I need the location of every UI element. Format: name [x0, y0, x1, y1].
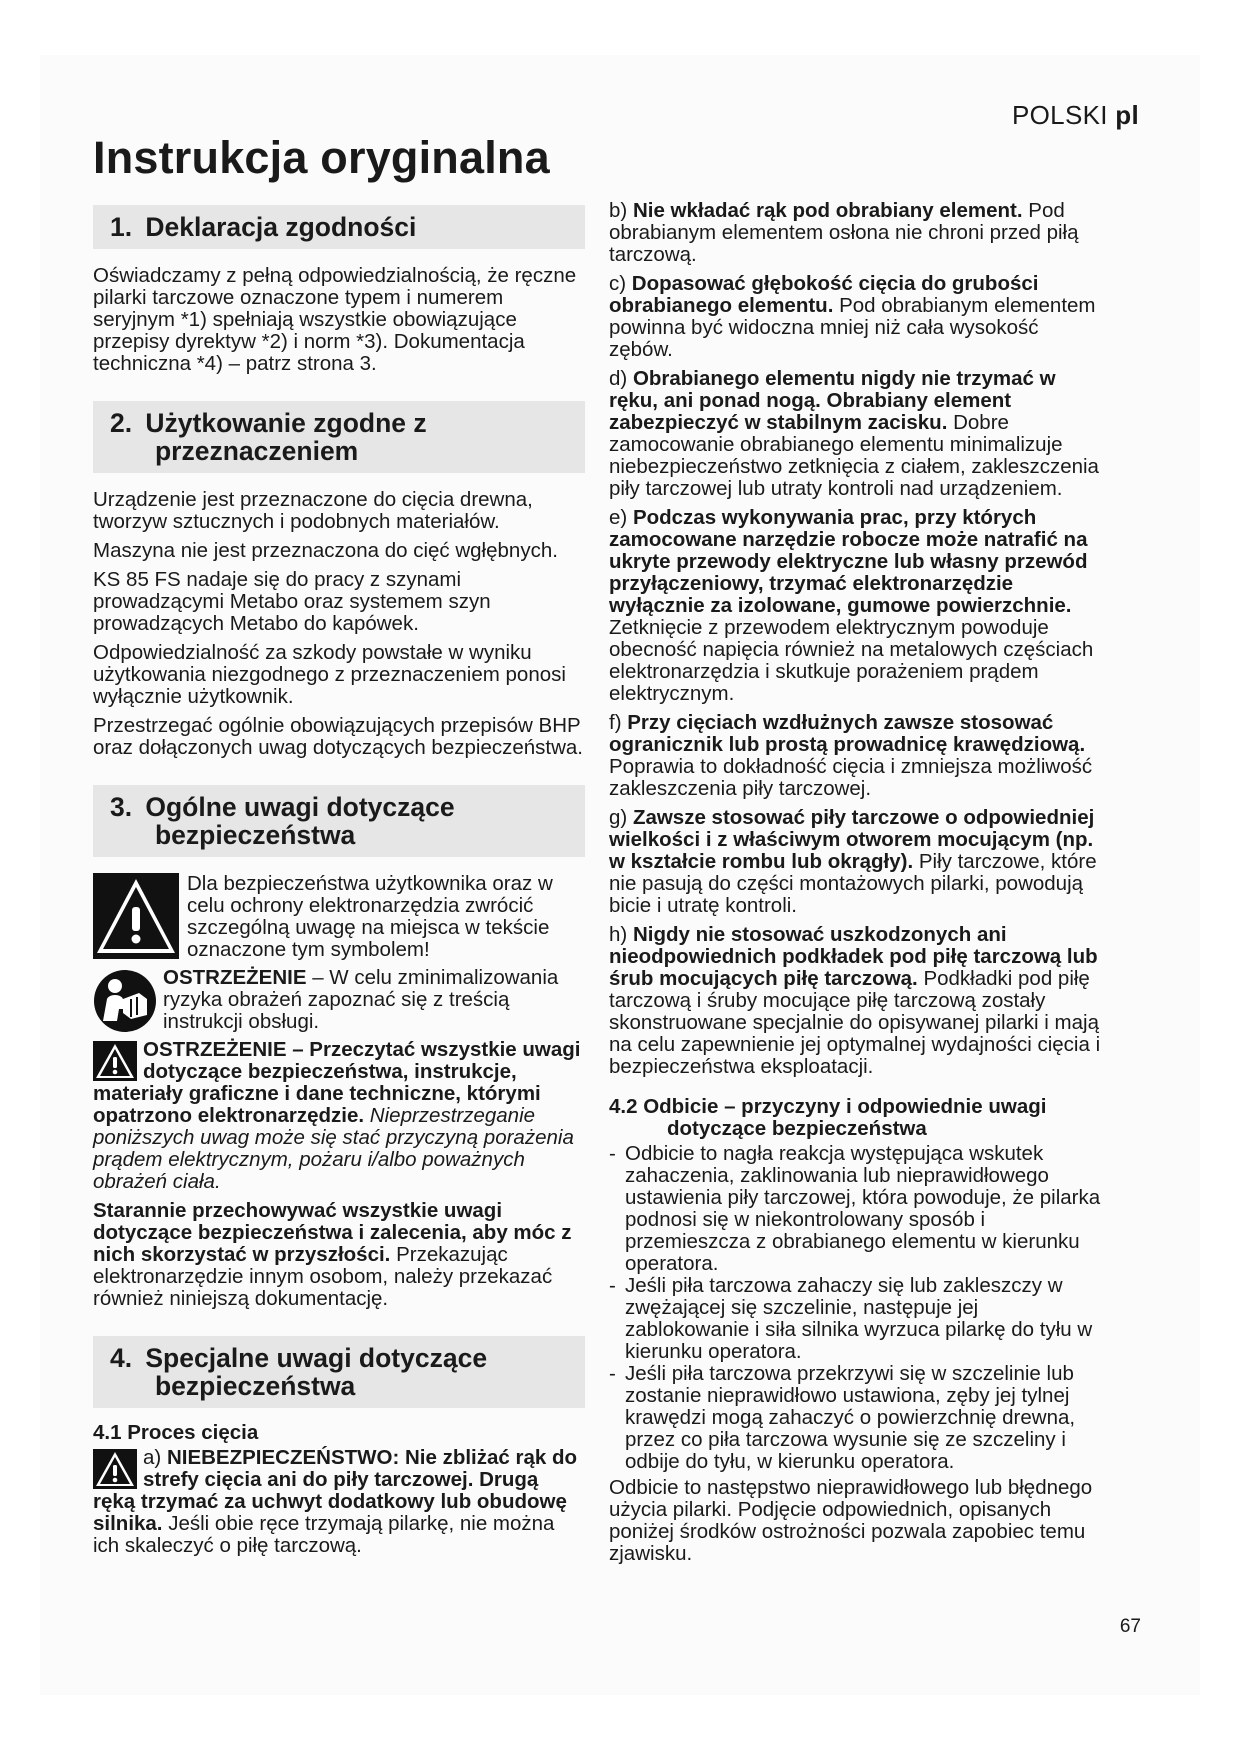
section-3-heading: 3. Ogólne uwagi dotyczące bezpieczeństwa [93, 785, 585, 857]
read-manual-warning [93, 967, 585, 1033]
intended-use-p1: Urządzenie jest przeznaczone do cięcia drewna, tworzyw sztucznych i podobnych materiałów. [93, 488, 533, 533]
read-manual-icon [93, 969, 157, 1033]
rule-f: f) Przy cięciach wzdłużnych zawsze stosować ogranicznik lub prostą prowadnicę krawędziową. Poprawia to dokładność cięcia i zmniejsza możliwość zakleszczenia piły tarczowej. [609, 711, 1093, 800]
section-1-heading: 1. Deklaracja zgodności [93, 205, 585, 249]
safety-symbol-note [93, 873, 585, 961]
keep-instructions: Starannie przechowywać wszystkie uwagi dotyczące bezpieczeństwa i zalecenia, aby móc z nich skorzystać w przyszłości. Przekazując elektronarzędzie innym osobom, należy przekazać również niniejszą dokumentację. [93, 1199, 572, 1310]
section-4-heading: 4. Specjalne uwagi dotyczące bezpieczeństwa [93, 1336, 585, 1408]
left-column [93, 205, 585, 1564]
rule-g: g) Zawsze stosować piły tarczowe o odpowiedniej wielkości i z właściwym otworem mocującym (np. w kształcie rombu lub okrągły). Piły tarczowe, które nie pasują do części montażowych pilarki, powodują bicie i utratę kontroli. [609, 806, 1097, 917]
declaration-text: Oświadczamy z pełną odpowiedzialnością, że ręczne pilarki tarczowe oznaczone typem i numerem seryjnym *1) spełniają wszystkie obowiązujące przepisy dyrektyw *2) i norm *3). Dokumentacja techniczna *4) – patrz strona 3. [93, 264, 577, 375]
safety-symbol-text: Dla bezpieczeństwa użytkownika oraz w celu ochrony elektronarzędzia zwrócić szczególną uwagę na miejsca w tekście oznaczone tym symbolem! [187, 872, 553, 961]
rule-h: h) Nigdy nie stosować uszkodzonych ani nieodpowiednich podkładek pod piłę tarczową lub śrub mocujących piłę tarczową. Podkładki pod piłę tarczową i śruby mocujące piłę tarczową zostały skonstruowane specjalnie do opisywanej pilarki i mają na celu zapewnienie jej optymalnej wydajności cięcia i bezpieczeństwa eksploatacji. [609, 923, 1101, 1078]
rule-d: d) Obrabianego elementu nigdy nie trzymać w ręku, ani ponad nogą. Obrabiany element zabezpieczyć w stabilnym zacisku. Dobre zamocowanie obrabianego elementu minimalizuje niebezpieczeństwo zetknięcia z ciałem, zakleszczenia piły tarczowej lub utraty kontroli nad urządzeniem. [609, 367, 1099, 500]
document-title: Instrukcja oryginalna [93, 132, 550, 183]
intended-use-p5: Przestrzegać ogólnie obowiązujących przepisów BHP oraz dołączonych uwag dotyczących bezpieczeństwa. [93, 714, 583, 759]
list-item: - Jeśli piła tarczowa zahaczy się lub zakleszczy w zwężającej się szczelinie, następuje jej zablokowanie i siła silnika wyrzuca pilarkę do tyłu w kierunku operatora. [609, 1275, 1104, 1363]
rule-e: e) Podczas wykonywania prac, przy których zamocowane narzędzie robocze może natrafić na ukryte przewody elektryczne lub własny przewód przyłączeniowy, trzymać elektronarzędzie wyłącznie za izolowane, gumowe powierzchnie. Zetknięcie z przewodem elektrycznym powoduje obecność napięcia również na metalowych częściach elektronarzędzia i skutkuje porażeniem prądem elektrycznym. [609, 506, 1094, 705]
rule-c: c) Dopasować głębokość cięcia do grubości obrabianego elementu. Pod obrabianym elementem powinna być widoczna mniej niż cała wysokość zębów. [609, 272, 1096, 361]
list-item: - Jeśli piła tarczowa przekrzywi się w szczelinie lub zostanie nieprawidłowo ustawiona, zęby jej tylnej krawędzi mogą zahaczyć o powierzchnię drewna, przez co piła tarczowa wysunie się ze szczeliny i odbije do tyłu, w kierunku operatora. [609, 1363, 1104, 1473]
kickback-summary: Odbicie to następstwo nieprawidłowego lub błędnego użycia pilarki. Podjęcie odpowiednich, opisanych poniżej środków ostrożności pozwala zapobiec temu zjawisku. [609, 1476, 1093, 1565]
warning-triangle-icon [93, 873, 179, 959]
read-all-warning: OSTRZEŻENIE – Przeczytać wszystkie uwagi dotyczące bezpieczeństwa, instrukcje, materiały graficzne i dane techniczne, którymi opatrzono elektronarzędzie. Nieprzestrzeganie poniższych uwag może się stać przyczyną porażenia prądem elektrycznym, pożaru i/albo poważnych obrażeń ciała. [93, 1038, 581, 1193]
intended-use-p4: Odpowiedzialność za szkody powstałe w wyniku użytkowania niezgodnego z przeznaczeniem ponosi wyłącznie użytkownik. [93, 641, 566, 708]
subsection-4-2-heading: 4.2 Odbicie – przyczyny i odpowiednie uwagi dotyczące bezpieczeństwa [609, 1095, 1047, 1140]
section-2-heading: 2. Użytkowanie zgodne z przeznaczeniem [93, 401, 585, 473]
page-number: 67 [1119, 1616, 1141, 1637]
subsection-4-1-heading: 4.1 Proces cięcia [93, 1421, 259, 1444]
right-column [609, 200, 1104, 1572]
list-item: - Odbicie to nagła reakcja występująca wskutek zahaczenia, zaklinowania lub nieprawidłowego ustawienia piły tarczowej, która powoduje, że pilarka podnosi się w niekontrolowany sposób i przemieszcza z obrabianego elementu w kierunku operatora. [609, 1143, 1104, 1275]
warning-triangle-icon [93, 1449, 137, 1489]
intended-use-p2: Maszyna nie jest przeznaczona do cięć wgłębnych. [93, 539, 558, 562]
kickback-list [609, 1143, 1104, 1473]
warning-triangle-icon [93, 1041, 137, 1081]
read-manual-text: OSTRZEŻENIE – W celu zminimalizowania ryzyka obrażeń zapoznać się z treścią instrukcji obsługi. [163, 966, 559, 1033]
rule-b: b) Nie wkładać rąk pod obrabiany element. Pod obrabianym elementem osłona nie chroni przed piłą tarczową. [609, 199, 1079, 266]
rule-a: a) NIEBEZPIECZEŃSTWO: Nie zbliżać rąk do strefy cięcia ani do piły tarczowej. Drugą ręką trzymać za uchwyt dodatkowy lub obudowę silnika. Jeśli obie ręce trzymają pilarkę, nie można ich skaleczyć o piłę tarczową. [93, 1446, 577, 1557]
intended-use-p3: KS 85 FS nadaje się do pracy z szynami prowadzącymi Metabo oraz systemem szyn prowadzących Metabo do kapówek. [93, 568, 491, 635]
language-label: POLSKI pl [1012, 100, 1139, 130]
